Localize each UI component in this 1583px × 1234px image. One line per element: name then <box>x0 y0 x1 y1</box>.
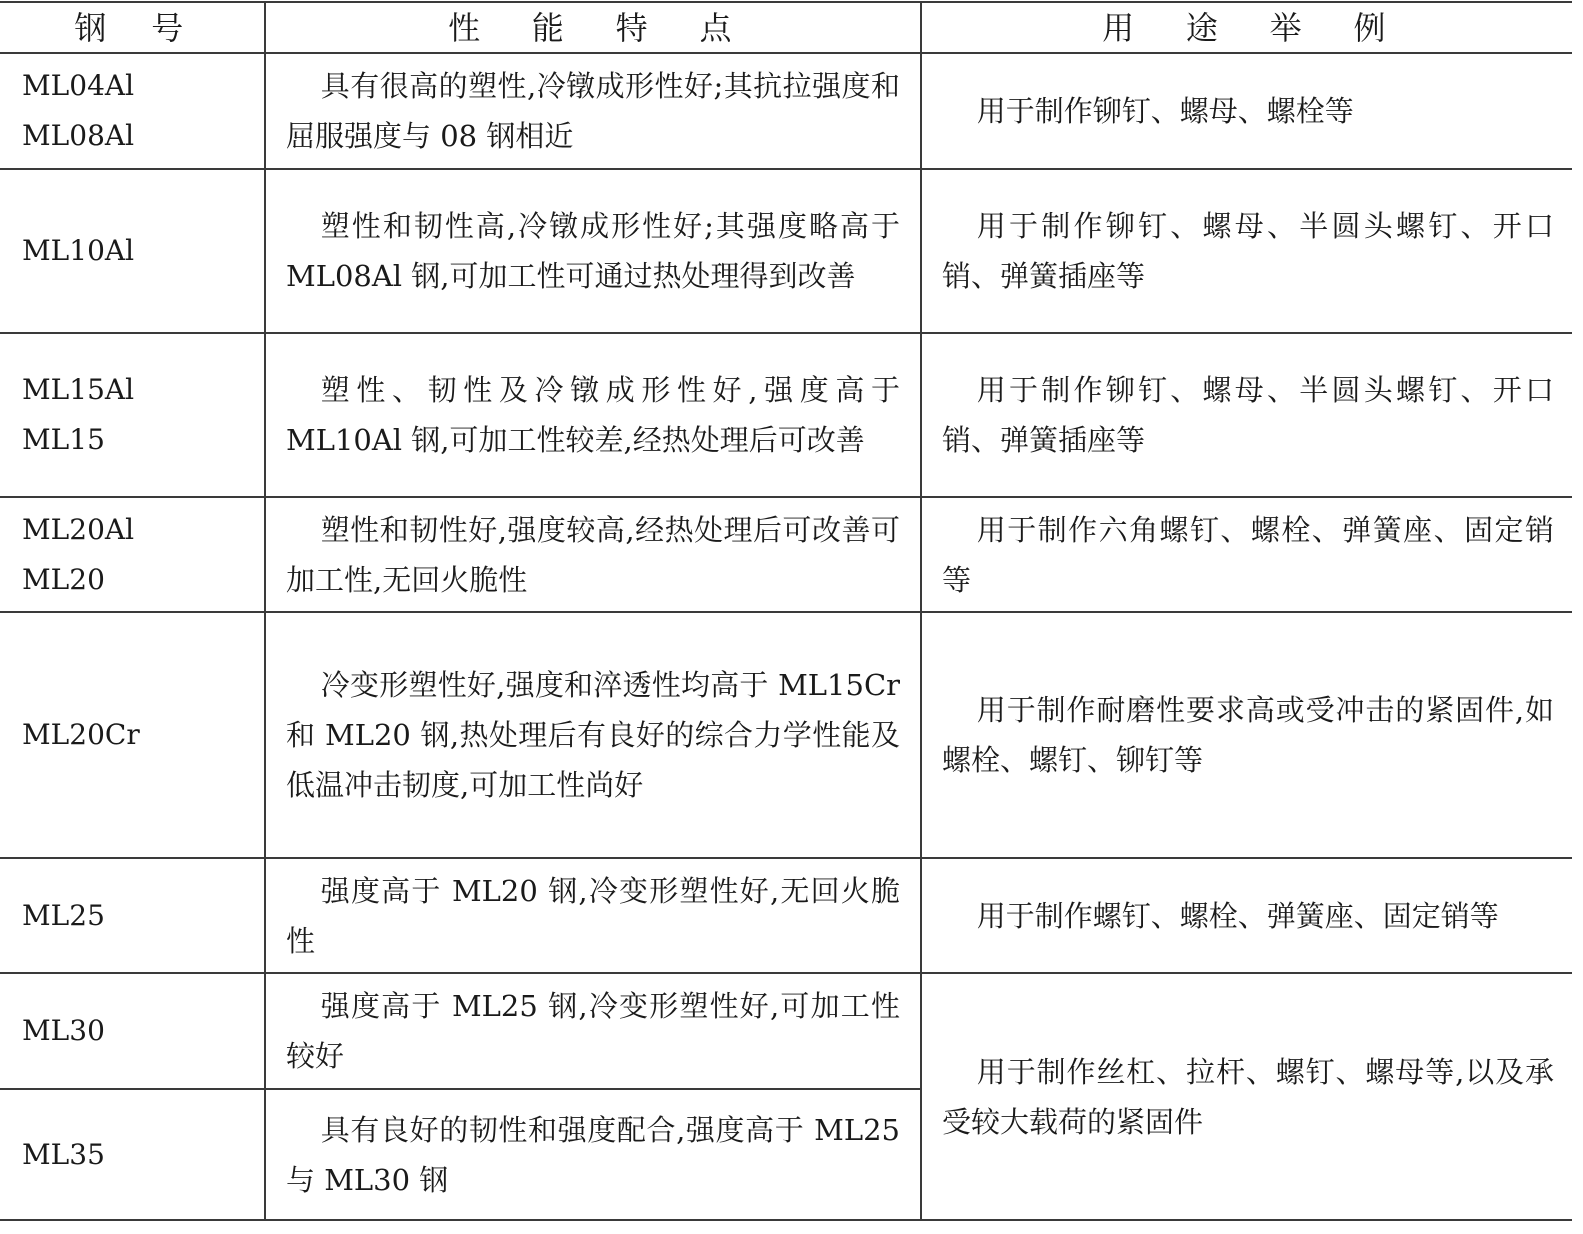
properties-cell: 塑性、韧性及冷镦成形性好,强度高于 ML10Al 钢,可加工性较差,经热处理后可改善 <box>265 333 921 497</box>
usage-cell: 用于制作铆钉、螺母、螺栓等 <box>921 53 1572 169</box>
properties-cell: 强度高于 ML20 钢,冷变形塑性好,无回火脆性 <box>265 858 921 973</box>
grade-name: ML35 <box>22 1137 105 1171</box>
grade-cell <box>0 612 265 858</box>
grade-name: ML20 <box>22 562 105 596</box>
usage-cell: 用于制作铆钉、螺母、半圆头螺钉、开口销、弹簧插座等 <box>921 333 1572 497</box>
usage-cell: 用于制作六角螺钉、螺栓、弹簧座、固定销等 <box>921 497 1572 612</box>
grade-name: ML15 <box>22 423 105 456</box>
grade-cell <box>0 169 265 333</box>
grade-name: ML08Al <box>22 119 135 152</box>
grade-cell <box>0 53 265 169</box>
properties-cell: 冷变形塑性好,强度和淬透性均高于 ML15Cr 和 ML20 钢,热处理后有良好的综合力学性能及低温冲击韧度,可加工性尚好 <box>265 612 921 858</box>
grade-name: ML25 <box>22 898 105 932</box>
header-properties: 性 能 特 点 <box>265 2 921 53</box>
properties-cell: 具有良好的韧性和强度配合,强度高于 ML25 与 ML30 钢 <box>265 1089 921 1220</box>
grade-name: ML10Al <box>22 234 135 267</box>
properties-cell: 塑性和韧性好,强度较高,经热处理后可改善可加工性,无回火脆性 <box>265 497 921 612</box>
table-row <box>0 169 1572 333</box>
grade-name: ML20Al <box>22 512 135 546</box>
usage-cell-merged: 用于制作丝杠、拉杆、螺钉、螺母等,以及承受较大载荷的紧固件 <box>921 973 1572 1220</box>
properties-cell: 强度高于 ML25 钢,冷变形塑性好,可加工性较好 <box>265 973 921 1089</box>
header-usage: 用 途 举 例 <box>921 2 1572 53</box>
header-row <box>0 2 1572 53</box>
grade-name: ML15Al <box>22 373 135 406</box>
header-grade: 钢 号 <box>0 2 265 53</box>
grade-cell <box>0 333 265 497</box>
steel-grade-table <box>0 1 1572 1221</box>
grade-cell <box>0 973 265 1089</box>
table-row <box>0 973 1572 1089</box>
usage-cell: 用于制作耐磨性要求高或受冲击的紧固件,如螺栓、螺钉、铆钉等 <box>921 612 1572 858</box>
grade-cell <box>0 1089 265 1220</box>
grade-cell <box>0 858 265 973</box>
properties-cell: 塑性和韧性高,冷镦成形性好;其强度略高于 ML08Al 钢,可加工性可通过热处理得到改善 <box>265 169 921 333</box>
usage-cell: 用于制作铆钉、螺母、半圆头螺钉、开口销、弹簧插座等 <box>921 169 1572 333</box>
table-row <box>0 53 1572 169</box>
grade-cell <box>0 497 265 612</box>
grade-name: ML30 <box>22 1014 105 1047</box>
table-row <box>0 612 1572 858</box>
properties-cell: 具有很高的塑性,冷镦成形性好;其抗拉强度和屈服强度与 08 钢相近 <box>265 53 921 169</box>
usage-cell: 用于制作螺钉、螺栓、弹簧座、固定销等 <box>921 858 1572 973</box>
table-row <box>0 497 1572 612</box>
table-row <box>0 858 1572 973</box>
table-row <box>0 333 1572 497</box>
grade-name: ML04Al <box>22 69 135 102</box>
grade-name: ML20Cr <box>22 718 140 751</box>
